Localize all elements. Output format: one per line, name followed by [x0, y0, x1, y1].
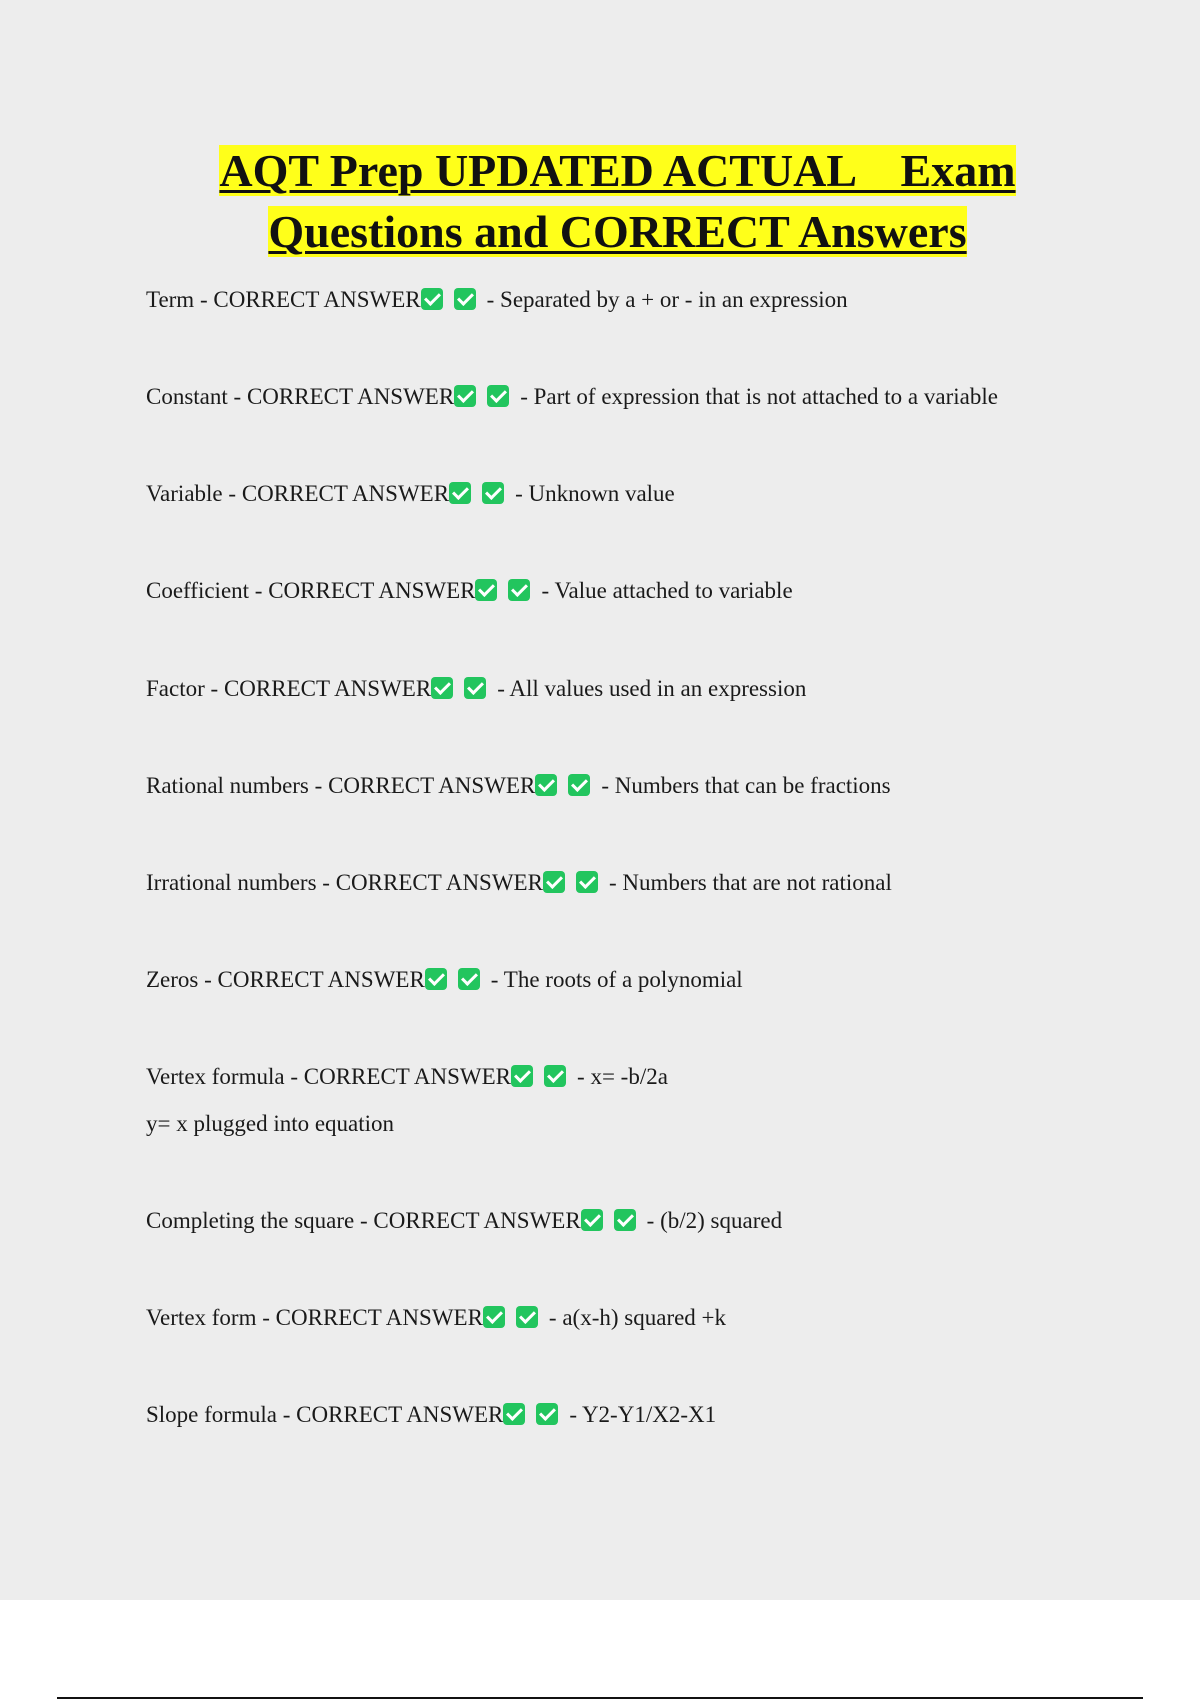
qa-entry-coefficient: Coefficient - CORRECT ANSWER - Value attached to variable — [146, 578, 793, 603]
entry-marker: CORRECT ANSWER — [268, 578, 476, 603]
entry-answer: Value attached to variable — [554, 578, 793, 603]
entry-marker: CORRECT ANSWER — [217, 967, 425, 992]
check-mark-icon — [454, 288, 476, 310]
check-mark-icon — [464, 677, 486, 699]
entry-term: Rational numbers — [146, 773, 309, 798]
entry-marker: CORRECT ANSWER — [223, 676, 432, 701]
entry-answer: The roots of a polynomial — [503, 967, 743, 992]
check-mark-icon — [576, 871, 598, 893]
qa-entry-slope-formula: Slope formula - CORRECT ANSWER - Y2-Y1/X2-X1 — [146, 1402, 717, 1427]
check-mark-icon — [482, 482, 504, 504]
qa-entry-completing-the-square: Completing the square - CORRECT ANSWER - (b/2) squared — [146, 1208, 783, 1233]
check-mark-icon — [483, 1306, 505, 1328]
entry-term: Vertex formula — [146, 1064, 285, 1089]
check-mark-icon — [454, 385, 476, 407]
qa-entry-vertex-form: Vertex form - CORRECT ANSWER - a(x-h) squared +k — [146, 1305, 727, 1330]
entry-answer: Y2-Y1/X2-X1 — [581, 1402, 717, 1427]
check-mark-icon — [503, 1403, 525, 1425]
qa-entry-constant: Constant - CORRECT ANSWER - Part of expression that is not attached to a variable — [146, 384, 998, 409]
check-mark-icon — [543, 871, 565, 893]
title-line-2: Questions and CORRECT Answers — [268, 206, 967, 257]
qa-entry-zeros: Zeros - CORRECT ANSWER - The roots of a polynomial — [146, 967, 743, 992]
entry-answer: All values used in an expression — [509, 676, 807, 701]
entry-marker: CORRECT ANSWER — [246, 384, 455, 409]
check-mark-icon — [568, 774, 590, 796]
entry-marker: CORRECT ANSWER — [275, 1305, 483, 1330]
check-mark-icon — [449, 482, 471, 504]
entry-term: Vertex form — [146, 1305, 257, 1330]
entry-answer: Numbers that are not rational — [622, 870, 892, 895]
entry-answer: (b/2) squared — [660, 1208, 783, 1233]
entry-term: Irrational numbers — [146, 870, 317, 895]
check-mark-icon — [475, 579, 497, 601]
check-mark-icon — [511, 1065, 533, 1087]
check-mark-icon — [536, 1403, 558, 1425]
qa-entry-vertex-formula: Vertex formula - CORRECT ANSWER - x= -b/2a y= x plugged into equation — [146, 1062, 668, 1139]
entry-marker: CORRECT ANSWER — [335, 870, 543, 895]
check-mark-icon — [535, 774, 557, 796]
qa-entry-factor: Factor - CORRECT ANSWER - All values used in an expression — [146, 676, 807, 701]
check-mark-icon — [431, 677, 453, 699]
footer-divider — [57, 1697, 1143, 1699]
entry-marker: CORRECT ANSWER — [241, 481, 450, 506]
check-mark-icon — [544, 1065, 566, 1087]
check-mark-icon — [581, 1209, 603, 1231]
entry-term: Slope formula — [146, 1402, 277, 1427]
entry-term: Coefficient — [146, 578, 250, 603]
check-mark-icon — [458, 968, 480, 990]
qa-entry-irrational-numbers: Irrational numbers - CORRECT ANSWER - Numbers that are not rational — [146, 870, 892, 895]
check-mark-icon — [487, 385, 509, 407]
document-title — [0, 140, 1200, 262]
entry-answer: Separated by a + or - in an expression — [500, 287, 848, 312]
entry-marker: CORRECT ANSWER — [303, 1064, 512, 1089]
entry-marker: CORRECT ANSWER — [373, 1208, 581, 1233]
entry-term: Term — [146, 287, 195, 312]
entry-term: Variable — [146, 481, 223, 506]
entry-answer: a(x-h) squared +k — [562, 1305, 727, 1330]
entry-marker: CORRECT ANSWER — [213, 287, 421, 312]
title-line-1: AQT Prep UPDATED ACTUAL Exam — [219, 145, 1016, 196]
entry-answer: Numbers that can be fractions — [614, 773, 891, 798]
entry-term: Constant — [146, 384, 228, 409]
entry-marker: CORRECT ANSWER — [296, 1402, 504, 1427]
check-mark-icon — [508, 579, 530, 601]
entry-term: Factor — [146, 676, 205, 701]
entry-answer: Unknown value — [528, 481, 675, 506]
check-mark-icon — [614, 1209, 636, 1231]
entry-answer-continuation: y= x plugged into equation — [146, 1111, 395, 1136]
entry-answer: Part of expression that is not attached to a variable — [533, 384, 998, 409]
entry-term: Completing the square — [146, 1208, 355, 1233]
qa-entry-term: Term - CORRECT ANSWER - Separated by a + or - in an expression — [146, 287, 848, 312]
entry-marker: CORRECT ANSWER — [328, 773, 536, 798]
entry-term: Zeros — [146, 967, 199, 992]
qa-entry-variable: Variable - CORRECT ANSWER - Unknown value — [146, 481, 675, 506]
qa-entry-rational-numbers: Rational numbers - CORRECT ANSWER - Numbers that can be fractions — [146, 773, 891, 798]
check-mark-icon — [421, 288, 443, 310]
check-mark-icon — [516, 1306, 538, 1328]
check-mark-icon — [425, 968, 447, 990]
entry-answer: x= -b/2a — [590, 1064, 668, 1089]
